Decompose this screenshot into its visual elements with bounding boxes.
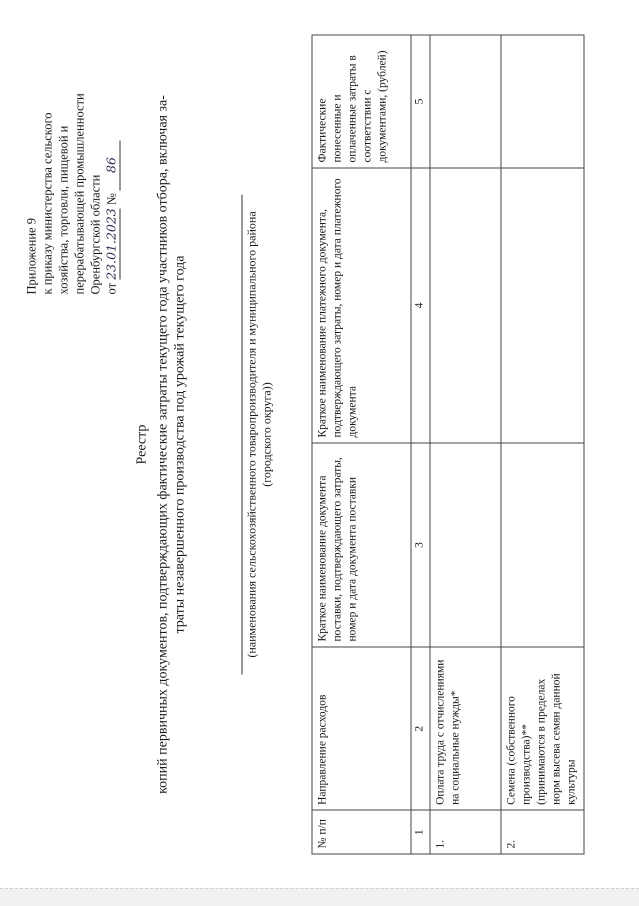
header-amount: Фактические понесенные и оплаченные затраты в соответствии с документами, (рублей) [312,35,411,168]
name-caption-1: (наименования сельскохозяйственного товаропроизводителя и муниципального района [244,211,259,658]
producer-name-field [242,195,275,675]
row-supply-doc [430,443,501,647]
title-line-1: копий первичных документов, подтверждающих фактические затраты текущего года участников отбора, включая за- [155,95,171,794]
date-prefix: от [104,282,119,295]
row-direction: Семена (собственного производства)** (принимаются в пределах норм высева семян данной культуры [501,647,584,810]
appendix-line: Оренбургской области [88,174,103,295]
appendix-line: хозяйства, торговли, пищевой и [56,125,71,295]
table-header-row [312,35,411,854]
title-line-2: траты незавершенного производства под урожай текущего года [172,255,188,634]
appendix-line: Приложение 9 [24,218,39,295]
row-amount [430,35,501,168]
document-title: Реестр [134,424,150,465]
row-direction: Оплата труда с отчислениями на социальные нужды* [430,647,501,810]
row-num: 1. [430,810,501,854]
page-bottom-edge [0,888,639,906]
header-direction: Направление расходов [312,647,411,810]
appendix-block [24,35,121,295]
table-row [430,35,501,854]
table-row [501,35,584,854]
row-payment-doc [501,168,584,443]
name-rule [242,195,243,675]
header-payment-doc: Краткое наименование платежного документа, подтверждающего затраты, номер и дата платежного документа [312,168,411,443]
header-supply-doc: Краткое наименование документа поставки, подтверждающего затраты, номер и дата документа поставки [312,443,411,647]
order-date: 23.01.2023 [103,208,119,280]
column-number: 2 [411,647,430,810]
row-num: 2. [501,810,584,854]
rotated-document [16,30,620,875]
order-number: 86 [104,140,121,190]
row-amount [501,35,584,168]
number-prefix: № [104,193,119,206]
appendix-date-line [104,35,121,295]
column-number: 5 [411,35,430,168]
row-payment-doc [430,168,501,443]
appendix-line: перерабатывающей промышленности [72,93,87,295]
appendix-line: к приказу министерства сельского [40,112,55,295]
column-number: 4 [411,168,430,443]
row-supply-doc [501,443,584,647]
column-number-row [411,35,430,854]
registry-table [312,35,585,855]
column-number: 1 [411,810,430,854]
name-caption-2: (городского округа)) [259,382,274,487]
header-num: № п/п [312,810,411,854]
title-block [134,35,189,855]
column-number: 3 [411,443,430,647]
